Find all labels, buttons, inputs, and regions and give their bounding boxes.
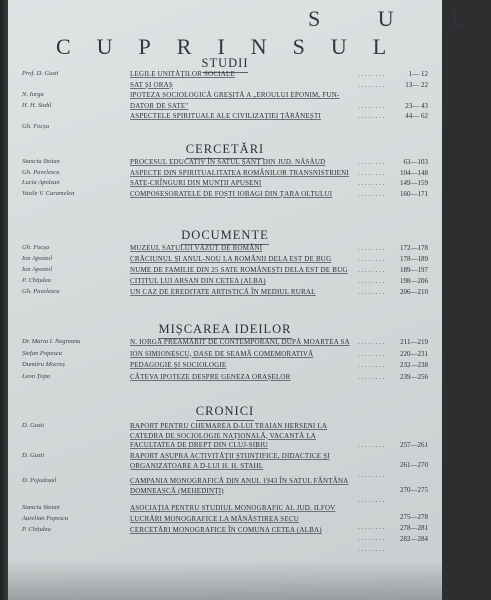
toc-entry-title: DATOR DE SATE" <box>130 101 189 110</box>
dot-leader: . . . . . . . . <box>358 112 385 120</box>
toc-entry <box>8 338 442 348</box>
toc-entry-title: SAT ȘI ORAȘ <box>130 80 173 89</box>
dot-leader: . . . . . . . . <box>358 534 385 542</box>
dot-leader: . . . . . . . . <box>358 361 385 369</box>
toc-entry-title: UN CAZ DE EREDITATE ARTISTICĂ ÎN MEDIUL RURAL <box>130 288 316 296</box>
toc-entry-author: Ștefan Popescu <box>22 349 62 357</box>
dot-leader: . . . . . . . . <box>358 372 385 381</box>
toc-entry-author: Gh. Pavelescu <box>22 288 60 295</box>
toc-entry-pages: 44— 62 <box>405 112 428 120</box>
toc-entry-author: P. Chițulea <box>22 277 51 284</box>
toc-entry-title: CITITUL LUI ARSAN DIN CETEA (ALBA) <box>130 277 266 285</box>
toc-entry-author: Gh. Focșa <box>22 244 50 251</box>
dot-leader: . . . . . . . . <box>358 338 385 346</box>
toc-entry-pages: 13— 22 <box>405 80 428 89</box>
dot-leader: . . . . . . . . <box>358 179 385 187</box>
toc-entry <box>8 112 442 122</box>
toc-entry-author: Prof. D. Gusti <box>22 70 59 77</box>
dot-leader: . . . . . . . . <box>358 101 385 110</box>
toc-entry-author: Stanciu Stoian <box>22 158 60 165</box>
toc-entry-title: NUME DE FAMILIE DIN 25 SATE ROMÂNEȘTI DELA EST DE BUG <box>130 266 348 274</box>
dot-leader: . . . . . . . . <box>358 168 385 177</box>
toc-entry <box>8 81 442 91</box>
dot-leader: . . . . . . . . <box>358 523 385 531</box>
toc-entry <box>8 373 442 383</box>
dot-leader: . . . . . . . . <box>358 244 385 252</box>
toc-entry-pages: 211—219 <box>400 338 428 346</box>
dot-leader: . . . . . . . . <box>358 80 385 89</box>
toc-entry-pages: 160—171 <box>400 189 428 198</box>
toc-entry-author: Gh. Pavelescu <box>22 168 60 176</box>
toc-entry-title: CÂTEVA IPOTEZE DESPRE GENEZA ORAȘELOR <box>130 372 291 381</box>
toc-entry-pages: 257—261 <box>400 441 428 449</box>
toc-entry-author: Ion Apostol <box>22 255 53 262</box>
toc-entry-pages: 63—103 <box>403 158 428 166</box>
toc-entry-title: RAPORT PENTRU CHEMAREA D-LUI TRAIAN HERSENI LA CATEDRA DE SOCIOLOGIE NAȚIONALĂ, VACANTĂ LA FACULTATEA DE DREPT DIN CLUJ-SIBIU <box>130 422 328 449</box>
toc-entry-author: Dumitru Mocreș <box>22 361 65 368</box>
toc-entry-title: ASOCIAȚIA PENTRU STUDIUL MONOGRAFIC AL JUD. ILFOV <box>130 504 336 512</box>
page-edge-shadow <box>0 0 8 600</box>
toc-entry <box>8 244 442 254</box>
toc-entry-title: COMPOSESORATELE DE FOȘTI IOBAGI DIN ȚARA OLTULUI <box>130 189 333 198</box>
toc-entry <box>8 277 442 287</box>
dot-leader: . . . . . . . . <box>358 255 385 263</box>
dot-leader: . . . . . . . . <box>358 70 385 78</box>
dot-leader: . . . . . . . . <box>358 545 385 553</box>
page-title-tail: S U L <box>308 6 491 31</box>
section-heading-documente: DOCUMENTE <box>8 228 442 245</box>
toc-entry-title: PROCESUL EDUCATIV ÎN SATUL ȘANȚ DIN JUD. NĂSĂUD <box>130 158 326 166</box>
toc-entry-author: Ion Apostol <box>22 266 53 273</box>
toc-entry-title: RAPORT ASUPRA ACTIVITĂȚII ȘTIINȚIFICE, DIDACTICE ȘI ORGANIZATOARE A D-LUI H. H. STAHL <box>130 452 330 470</box>
toc-entry <box>8 91 442 101</box>
toc-entry-pages: 261—270 <box>400 461 428 469</box>
toc-entry <box>8 452 442 479</box>
toc-entry-author: Gh. Focșa <box>22 122 50 130</box>
toc-entry-pages: 198—206 <box>400 277 428 285</box>
toc-entry-pages: 239—256 <box>400 372 428 381</box>
toc-entry-title: PEDAGOGIE ȘI SOCIOLOGIE <box>130 361 227 369</box>
page-bottom-shadow <box>8 560 442 600</box>
toc-entry-pages: 220—231 <box>400 349 428 358</box>
toc-entry <box>8 179 442 189</box>
toc-entry <box>8 288 442 298</box>
dot-leader: . . . . . . . . <box>358 277 385 285</box>
dot-leader: . . . . . . . . <box>358 349 385 358</box>
toc-entry-title: CAMPANIA MONOGRAFICĂ DIN ANUL 1943 ÎN SATUL FÂNTÂNA DOMNEASCĂ (MEHEDINȚI) <box>130 477 349 495</box>
toc-entry-author: Dr. Maria I. Negreanu <box>22 338 81 345</box>
toc-entry-pages: 232—238 <box>400 361 428 369</box>
page-title: CUPRINSUL <box>56 34 413 59</box>
toc-entry-title: N. IORGA PREAMĂRIT DE CONTEMPORANI, DUPĂ MOARTEA SA <box>130 338 350 346</box>
toc-entry-author: D. Gusti <box>22 422 45 429</box>
toc-entry <box>8 266 442 276</box>
toc-entry-title: CERCETĂRI MONOGRAFICE ÎN COMUNA CETEA (ALBA) <box>130 526 322 534</box>
toc-entry-pages: 189—197 <box>400 266 428 274</box>
toc-entry-title: LEGILE UNITĂȚILOR SOCIALE <box>130 70 235 78</box>
section-heading-studii: STUDII <box>8 56 442 73</box>
dot-leader: . . . . . . . . <box>358 189 385 198</box>
toc-entry-pages: 278—281 <box>400 524 428 532</box>
toc-entry-author: H. H. Stahl <box>22 101 52 109</box>
toc-entry <box>8 422 442 449</box>
toc-entry-pages: 282—284 <box>400 535 428 543</box>
section-heading-cercetari: CERCETĂRI <box>8 142 442 159</box>
toc-entry-title: ION SIMIONESCU, DASE DE SEAMĂ COMEMORATIVĂ <box>130 349 314 358</box>
section-heading-miscarea-ideilor: MIȘCAREA IDEILOR <box>8 322 442 339</box>
toc-entry <box>8 190 442 200</box>
toc-entry-pages: 1— 12 <box>408 70 428 78</box>
dot-leader: . . . . . . . . <box>358 496 385 504</box>
dot-leader: . . . . . . . . <box>358 288 385 296</box>
toc-entry <box>8 158 442 168</box>
dot-leader: . . . . . . . . <box>358 266 385 274</box>
document-page <box>8 0 491 600</box>
toc-entry <box>8 526 442 553</box>
toc-entry-author: Lucia Apolzan <box>22 179 60 186</box>
toc-entry <box>8 123 442 133</box>
toc-entry-author: Leon Țopa <box>22 372 50 380</box>
dot-leader: . . . . . . . . <box>358 158 385 166</box>
section-heading-cronici: CRONICI <box>8 404 442 421</box>
toc-entry-pages: 149—159 <box>400 179 428 187</box>
toc-entry-pages: 270—275 <box>400 486 428 494</box>
toc-entry-author: P. Chițulea <box>22 526 51 533</box>
toc-entry-pages: 104—148 <box>400 168 428 177</box>
toc-entry-author: Stanciu Stoian <box>22 504 60 511</box>
toc-entry-title: ASPECTE DIN SPIRITUALITATEA ROMÂNILOR TRANSNISTRIENI <box>130 168 349 177</box>
toc-entry-pages: 23— 43 <box>405 101 428 110</box>
toc-entry-title: ASPECTELE SPIRITUALE ALE CIVILIZAȚIEI ȚĂRĂNEȘTI <box>130 112 321 120</box>
toc-entry <box>8 477 442 504</box>
toc-entry-author: D. Gusti <box>22 452 45 459</box>
toc-entry-author: D. Pojadoșul <box>22 477 57 484</box>
toc-entry <box>8 350 442 360</box>
toc-entry-author: Vasile V. Caramelea <box>22 189 75 197</box>
toc-entry-pages: 178—189 <box>400 255 428 263</box>
dot-leader: . . . . . . . . <box>358 441 385 449</box>
toc-entry <box>8 361 442 371</box>
toc-entry <box>8 255 442 265</box>
toc-entry-title: CRĂCIUNUL ȘI ANUL-NOU LA ROMÂNII DELA EST DE BUG <box>130 255 332 263</box>
toc-entry <box>8 70 442 80</box>
toc-entry-pages: 206—210 <box>400 288 428 296</box>
toc-entry-title: LUCRĂRI MONOGRAFICE LA MĂNĂSTIREA SECU <box>130 515 300 523</box>
dot-leader: . . . . . . . . <box>358 471 385 479</box>
toc-entry-pages: 172—178 <box>400 244 428 252</box>
toc-entry-author: N. Iorga <box>22 91 44 98</box>
toc-entry-title: SATE-CRÎNGURI DIN MUNȚII APUSENI <box>130 179 262 187</box>
toc-entry <box>8 169 442 179</box>
toc-entry-pages: 275—278 <box>400 513 428 521</box>
toc-entry-author: Aurelian Popescu <box>22 515 69 522</box>
toc-entry-title: IPOTEZA SOCIOLOGICĂ GREȘITĂ A „EROULUI EPONIM, FUN- <box>130 91 340 99</box>
toc-entry-title: MUZEUL SATULUI VĂZUT DE ROMÂNI <box>130 244 263 252</box>
toc-entry <box>8 102 442 112</box>
